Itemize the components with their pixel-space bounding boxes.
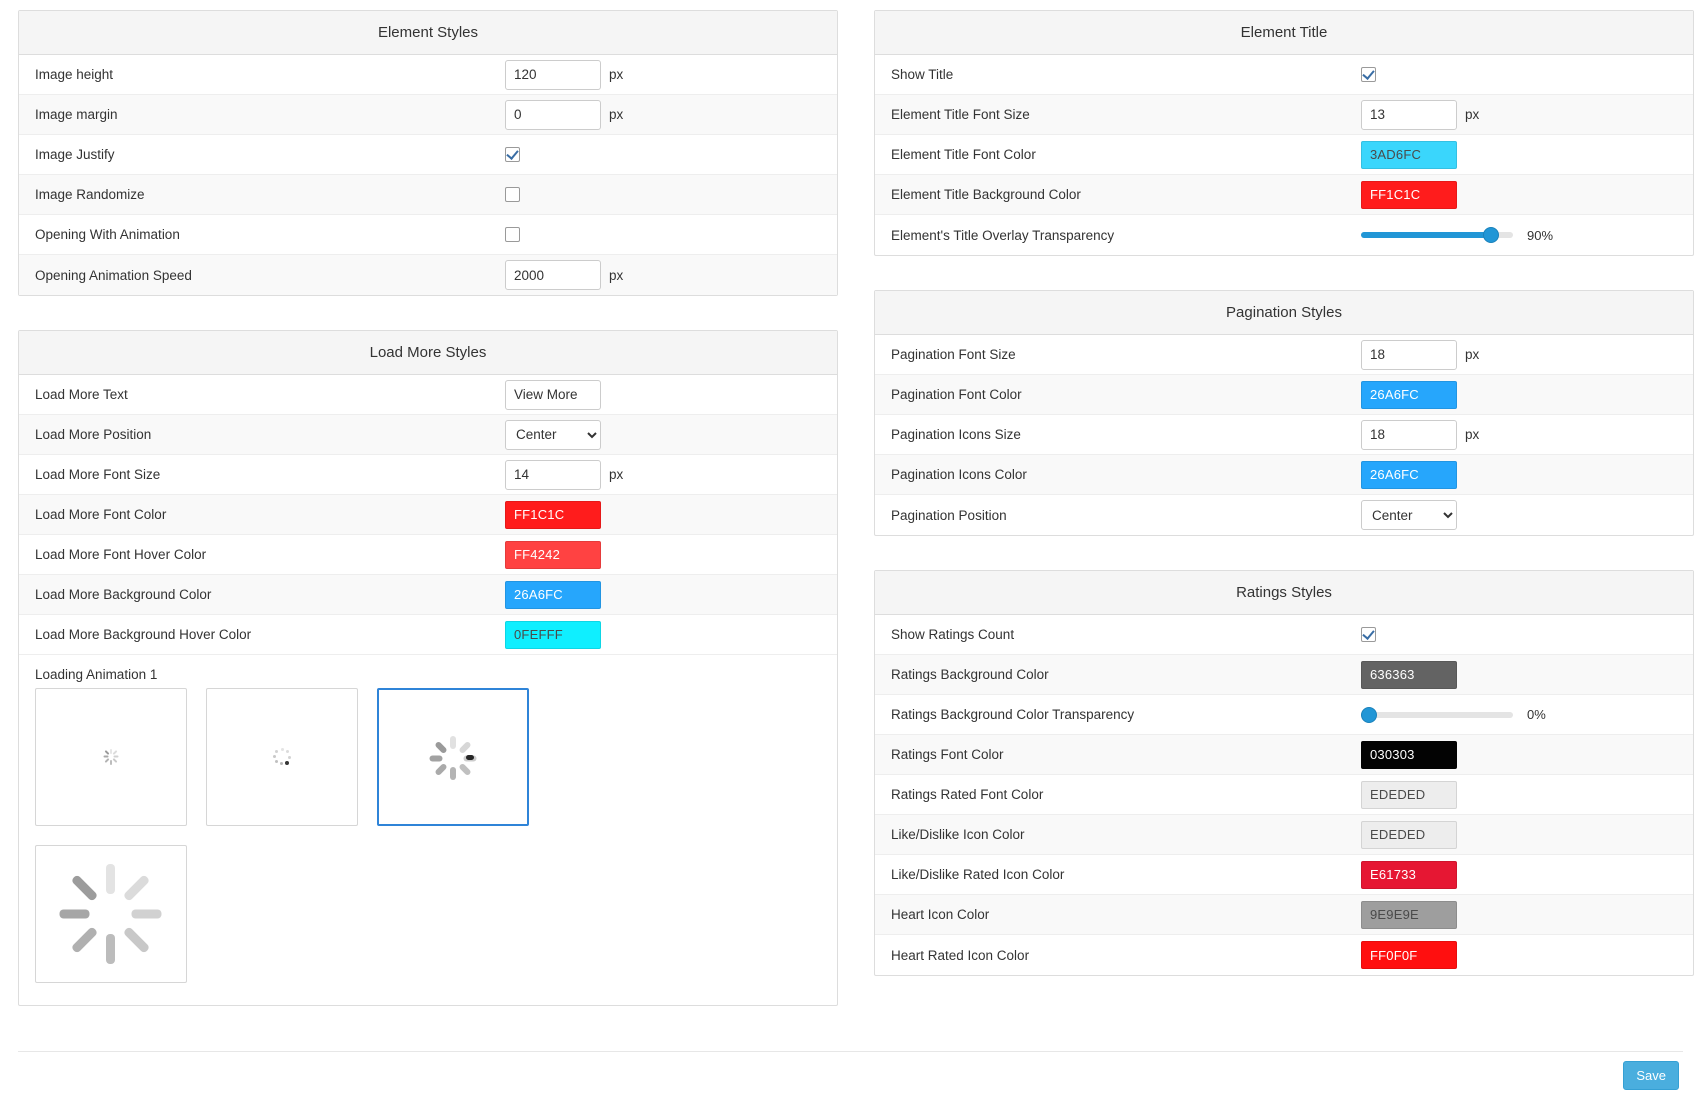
input-image-margin[interactable] <box>505 100 601 130</box>
row-show-ratings-count <box>875 615 1693 655</box>
row-load-more-font-hover-color <box>19 535 837 575</box>
row-image-height <box>19 55 837 95</box>
checkbox-image-justify[interactable] <box>505 147 520 162</box>
panel-title-element-styles: Element Styles <box>19 11 837 55</box>
row-opening-animation-speed <box>19 255 837 295</box>
row-pagination-icons-size <box>875 415 1693 455</box>
row-heart-icon-color <box>875 895 1693 935</box>
colorpicker-pagination-font-color[interactable]: 26A6FC <box>1361 381 1457 409</box>
panel-element-styles <box>18 10 838 296</box>
row-pagination-font-size <box>875 335 1693 375</box>
label-element-title-overlay-transparency: Element's Title Overlay Transparency <box>891 227 1115 243</box>
label-image-randomize: Image Randomize <box>35 187 145 202</box>
unit-image-height: px <box>609 67 624 82</box>
row-like-dislike-icon-color <box>875 815 1693 855</box>
row-show-title <box>875 55 1693 95</box>
loading-spinner-medium-icon <box>433 737 473 777</box>
panel-ratings-styles <box>874 570 1694 976</box>
row-heart-rated-icon-color <box>875 935 1693 975</box>
loading-spinner-large-icon <box>61 864 161 964</box>
label-load-more-font-color: Load More Font Color <box>35 507 167 522</box>
colorpicker-ratings-rated-font-color[interactable]: EDEDED <box>1361 781 1457 809</box>
colorpicker-ratings-font-color[interactable]: 030303 <box>1361 741 1457 769</box>
panel-body-load-more-styles <box>19 375 837 1005</box>
input-opening-animation-speed[interactable] <box>505 260 601 290</box>
slider-ratings-background-transparency[interactable] <box>1361 712 1513 718</box>
label-image-height: Image height <box>35 67 114 82</box>
label-pagination-font-color: Pagination Font Color <box>891 387 1022 402</box>
label-like-dislike-icon-color: Like/Dislike Icon Color <box>891 827 1025 842</box>
label-pagination-font-size: Pagination Font Size <box>891 347 1016 362</box>
label-image-margin: Image margin <box>35 107 118 122</box>
label-show-ratings-count: Show Ratings Count <box>891 627 1015 642</box>
row-image-justify <box>19 135 837 175</box>
label-ratings-rated-font-color: Ratings Rated Font Color <box>891 787 1044 802</box>
value-element-title-overlay-transparency: 90% <box>1527 227 1554 243</box>
panel-load-more-styles <box>18 330 838 1006</box>
unit-opening-animation-speed: px <box>609 267 624 283</box>
label-load-more-position: Load More Position <box>35 427 152 442</box>
select-load-more-position[interactable] <box>505 420 601 450</box>
row-element-title-font-color <box>875 135 1693 175</box>
row-element-title-overlay-transparency <box>875 215 1693 255</box>
row-load-more-font-color <box>19 495 837 535</box>
colorpicker-load-more-background-hover-color[interactable]: 0FEFFF <box>505 621 601 649</box>
row-element-title-font-size <box>875 95 1693 135</box>
label-pagination-icons-size: Pagination Icons Size <box>891 427 1021 442</box>
panel-title-load-more-styles: Load More Styles <box>19 331 837 375</box>
loading-animation-option-3[interactable] <box>377 688 529 826</box>
colorpicker-like-dislike-rated-icon-color[interactable]: E61733 <box>1361 861 1457 889</box>
save-button[interactable]: Save <box>1623 1061 1679 1090</box>
label-load-more-font-size: Load More Font Size <box>35 467 161 482</box>
label-heart-icon-color: Heart Icon Color <box>891 907 990 922</box>
input-element-title-font-size[interactable] <box>1361 100 1457 130</box>
loading-animation-option-1[interactable] <box>35 688 187 826</box>
input-pagination-font-size[interactable] <box>1361 340 1457 370</box>
input-pagination-icons-size[interactable] <box>1361 420 1457 450</box>
loading-dots-ring-icon <box>273 748 291 766</box>
row-pagination-icons-color <box>875 455 1693 495</box>
row-load-more-background-color <box>19 575 837 615</box>
label-opening-with-animation: Opening With Animation <box>35 227 180 242</box>
label-load-more-text: Load More Text <box>35 387 128 402</box>
unit-pagination-font-size: px <box>1465 347 1480 362</box>
row-load-more-text <box>19 375 837 415</box>
colorpicker-heart-icon-color[interactable]: 9E9E9E <box>1361 901 1457 929</box>
colorpicker-heart-rated-icon-color[interactable]: FF0F0F <box>1361 941 1457 969</box>
checkbox-show-ratings-count[interactable] <box>1361 627 1376 642</box>
label-element-title-font-size: Element Title Font Size <box>891 107 1030 122</box>
slider-element-title-overlay-transparency[interactable] <box>1361 232 1513 238</box>
colorpicker-load-more-background-color[interactable]: 26A6FC <box>505 581 601 609</box>
value-ratings-background-transparency: 0% <box>1527 707 1546 722</box>
loading-animation-option-4[interactable] <box>35 845 187 983</box>
row-element-title-background-color <box>875 175 1693 215</box>
label-heart-rated-icon-color: Heart Rated Icon Color <box>891 947 1030 963</box>
panel-pagination-styles <box>874 290 1694 536</box>
row-ratings-font-color <box>875 735 1693 775</box>
right-column <box>874 10 1694 1040</box>
row-ratings-background-transparency <box>875 695 1693 735</box>
label-opening-animation-speed: Opening Animation Speed <box>35 267 192 283</box>
colorpicker-element-title-font-color[interactable]: 3AD6FC <box>1361 141 1457 169</box>
colorpicker-ratings-background-color[interactable]: 636363 <box>1361 661 1457 689</box>
select-pagination-position[interactable] <box>1361 500 1457 530</box>
input-image-height[interactable] <box>505 60 601 90</box>
panel-body-element-styles <box>19 55 837 295</box>
colorpicker-pagination-icons-color[interactable]: 26A6FC <box>1361 461 1457 489</box>
panel-body-element-title <box>875 55 1693 255</box>
row-pagination-font-color <box>875 375 1693 415</box>
row-load-more-font-size <box>19 455 837 495</box>
panel-body-ratings-styles <box>875 615 1693 975</box>
label-element-title-font-color: Element Title Font Color <box>891 147 1036 162</box>
row-load-more-background-hover-color <box>19 615 837 655</box>
label-like-dislike-rated-icon-color: Like/Dislike Rated Icon Color <box>891 867 1065 882</box>
row-load-more-position <box>19 415 837 455</box>
unit-pagination-icons-size: px <box>1465 427 1480 442</box>
label-load-more-background-hover-color: Load More Background Hover Color <box>35 627 252 642</box>
label-element-title-background-color: Element Title Background Color <box>891 187 1081 202</box>
unit-load-more-font-size: px <box>609 467 624 482</box>
row-ratings-rated-font-color <box>875 775 1693 815</box>
input-load-more-text[interactable] <box>505 380 601 410</box>
label-load-more-font-hover-color: Load More Font Hover Color <box>35 547 207 562</box>
panel-title-ratings-styles: Ratings Styles <box>875 571 1693 615</box>
checkbox-image-randomize[interactable] <box>505 187 520 202</box>
footer-actions <box>1623 1061 1679 1090</box>
row-image-randomize <box>19 175 837 215</box>
label-ratings-background-color: Ratings Background Color <box>891 667 1049 682</box>
label-ratings-font-color: Ratings Font Color <box>891 747 1004 762</box>
row-ratings-background-color <box>875 655 1693 695</box>
left-column <box>18 10 838 1040</box>
unit-image-margin: px <box>609 107 624 122</box>
colorpicker-like-dislike-icon-color[interactable]: EDEDED <box>1361 821 1457 849</box>
label-show-title: Show Title <box>891 67 954 82</box>
slider-fill <box>1361 232 1491 238</box>
label-image-justify: Image Justify <box>35 147 115 162</box>
row-like-dislike-rated-icon-color <box>875 855 1693 895</box>
checkbox-show-title[interactable] <box>1361 67 1376 82</box>
colorpicker-element-title-background-color[interactable]: FF1C1C <box>1361 181 1457 209</box>
loading-animation-options <box>19 688 579 1005</box>
label-ratings-background-transparency: Ratings Background Color Transparency <box>891 707 1135 722</box>
panel-element-title <box>874 10 1694 256</box>
unit-element-title-font-size: px <box>1465 107 1480 122</box>
loading-spinner-tiny-icon <box>103 749 119 765</box>
row-image-margin <box>19 95 837 135</box>
label-pagination-icons-color: Pagination Icons Color <box>891 467 1027 482</box>
loading-animation-option-2[interactable] <box>206 688 358 826</box>
colorpicker-load-more-font-hover-color[interactable]: FF4242 <box>505 541 601 569</box>
panel-title-pagination-styles: Pagination Styles <box>875 291 1693 335</box>
label-loading-animation: Loading Animation 1 <box>35 667 158 682</box>
slider-knob[interactable] <box>1483 227 1499 243</box>
panel-title-element-title: Element Title <box>875 11 1693 55</box>
slider-knob[interactable] <box>1361 707 1377 723</box>
row-opening-with-animation <box>19 215 837 255</box>
panel-body-pagination-styles <box>875 335 1693 535</box>
checkbox-opening-with-animation[interactable] <box>505 227 520 242</box>
footer-divider <box>18 1051 1683 1052</box>
colorpicker-load-more-font-color[interactable]: FF1C1C <box>505 501 601 529</box>
label-pagination-position: Pagination Position <box>891 507 1007 523</box>
input-load-more-font-size[interactable] <box>505 460 601 490</box>
row-pagination-position <box>875 495 1693 535</box>
label-load-more-background-color: Load More Background Color <box>35 587 212 602</box>
